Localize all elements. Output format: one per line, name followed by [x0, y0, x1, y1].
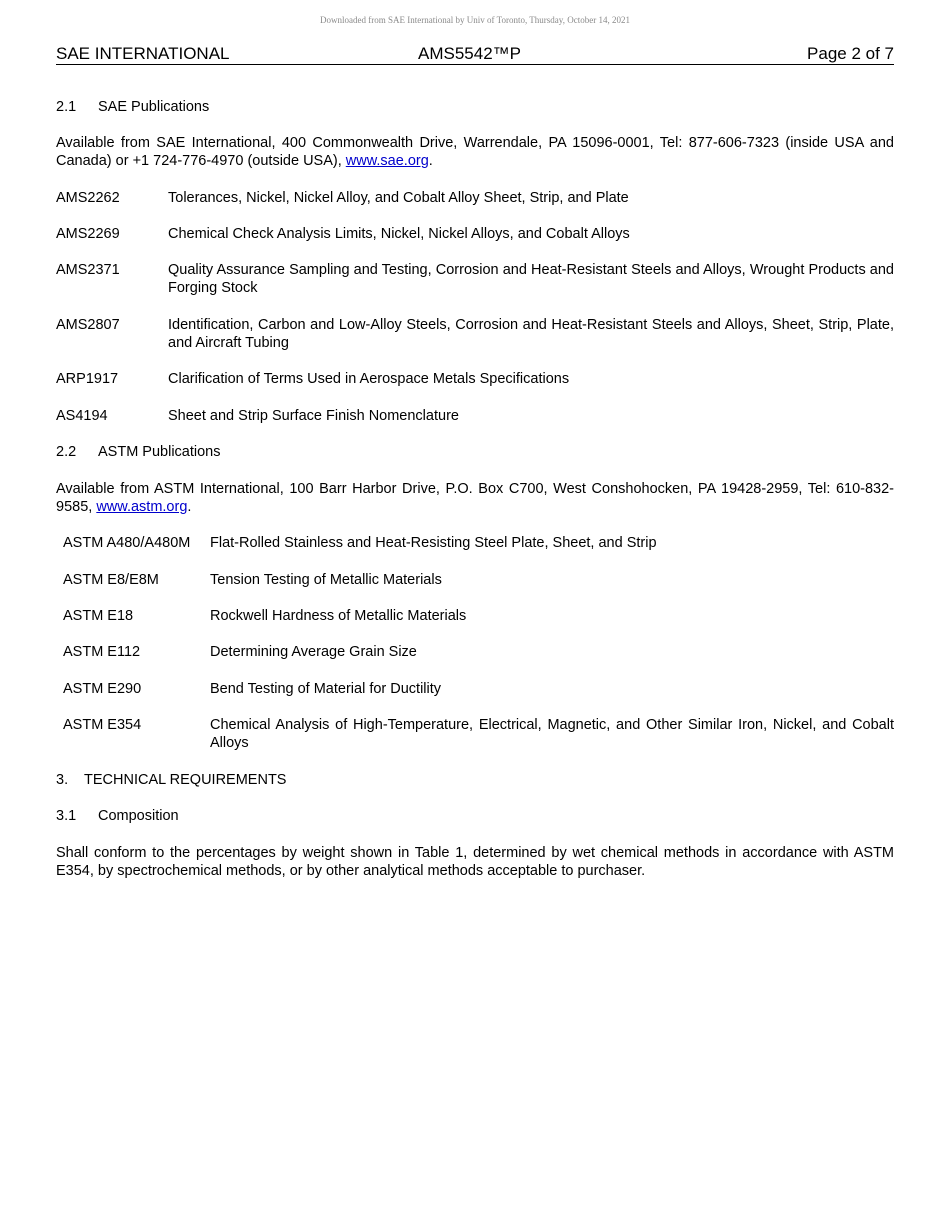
- section-title: TECHNICAL REQUIREMENTS: [84, 772, 287, 788]
- reference-title: Tolerances, Nickel, Nickel Alloy, and Cobalt Alloy Sheet, Strip, and Plate: [168, 190, 629, 206]
- intro-text: Available from ASTM International, 100 Barr Harbor Drive, P.O. Box C700, West Conshohocken, PA 19428-2959, Tel: 610-832-9585,: [56, 481, 894, 515]
- reference-code: AS4194: [56, 408, 108, 424]
- download-notice: Downloaded from SAE International by Univ of Toronto, Thursday, October 14, 2021: [320, 15, 630, 25]
- reference-code: ASTM E8/E8M: [63, 572, 159, 588]
- section-number: 2.1: [56, 99, 77, 115]
- section-title: SAE Publications: [98, 99, 210, 115]
- reference-code: ARP1917: [56, 371, 119, 387]
- section-number: 3.1: [56, 808, 77, 824]
- header-org: SAE INTERNATIONAL: [56, 44, 230, 63]
- header-page-number: Page 2 of 7: [807, 44, 894, 63]
- reference-code: AMS2371: [56, 262, 120, 278]
- section-3-1-body: Shall conform to the percentages by weight shown in Table 1, determined by wet chemical methods in accordance with ASTM E354, by spectrochemical methods, or by other analytical methods acceptable to purchaser.: [56, 845, 894, 879]
- reference-title: Identification, Carbon and Low-Alloy Steels, Corrosion and Heat-Resistant Steels and Alloys, Sheet, Strip, Plate, and Aircraft Tubing: [168, 317, 894, 351]
- section-2-2-heading: [56, 443, 894, 461]
- reference-title: Chemical Check Analysis Limits, Nickel, Nickel Alloys, and Cobalt Alloys: [168, 226, 630, 242]
- section-number: 2.2: [56, 444, 77, 460]
- reference-title: Clarification of Terms Used in Aerospace Metals Specifications: [168, 371, 570, 387]
- reference-title: Tension Testing of Metallic Materials: [210, 572, 442, 588]
- reference-title: Quality Assurance Sampling and Testing, Corrosion and Heat-Resistant Steels and Alloys, Wrought Products and Forging Stock: [168, 262, 894, 296]
- sae-website-link[interactable]: www.sae.org: [345, 153, 429, 169]
- reference-code: ASTM E290: [63, 681, 142, 697]
- section-3-1-heading: [56, 807, 894, 825]
- reference-code: AMS2269: [56, 226, 120, 242]
- section-2-2-intro: [56, 480, 894, 516]
- section-title: Composition: [98, 808, 179, 824]
- reference-title: Flat-Rolled Stainless and Heat-Resisting Steel Plate, Sheet, and Strip: [210, 535, 657, 551]
- astm-website-link[interactable]: www.astm.org: [96, 499, 188, 515]
- section-2-1-intro: [56, 134, 894, 170]
- section-title: ASTM Publications: [98, 444, 221, 460]
- intro-end: .: [428, 153, 433, 169]
- reference-code: ASTM A480/A480M: [63, 535, 191, 551]
- reference-code: AMS2807: [56, 317, 120, 333]
- intro-end: .: [187, 499, 192, 515]
- reference-code: ASTM E18: [63, 608, 134, 624]
- reference-title: Determining Average Grain Size: [210, 644, 417, 660]
- reference-code: ASTM E354: [63, 717, 142, 733]
- page-header: [56, 44, 894, 65]
- reference-code: AMS2262: [56, 190, 120, 206]
- reference-title: Rockwell Hardness of Metallic Materials: [210, 608, 467, 624]
- section-3-heading: [56, 771, 894, 789]
- reference-code: ASTM E112: [63, 644, 141, 660]
- reference-title: Chemical Analysis of High-Temperature, Electrical, Magnetic, and Other Similar Iron, Nickel, and Cobalt Alloys: [210, 717, 894, 751]
- section-number: 3.: [56, 772, 69, 788]
- reference-title: Sheet and Strip Surface Finish Nomenclature: [168, 408, 459, 424]
- reference-title: Bend Testing of Material for Ductility: [210, 681, 442, 697]
- section-2-1-heading: [56, 98, 894, 116]
- header-doc-id: AMS5542™P: [418, 44, 521, 63]
- intro-text: Available from SAE International, 400 Commonwealth Drive, Warrendale, PA 15096-0001, Tel: 877-606-7323 (inside USA and Canada) or +1 724-776-4970 (outside USA),: [56, 135, 894, 169]
